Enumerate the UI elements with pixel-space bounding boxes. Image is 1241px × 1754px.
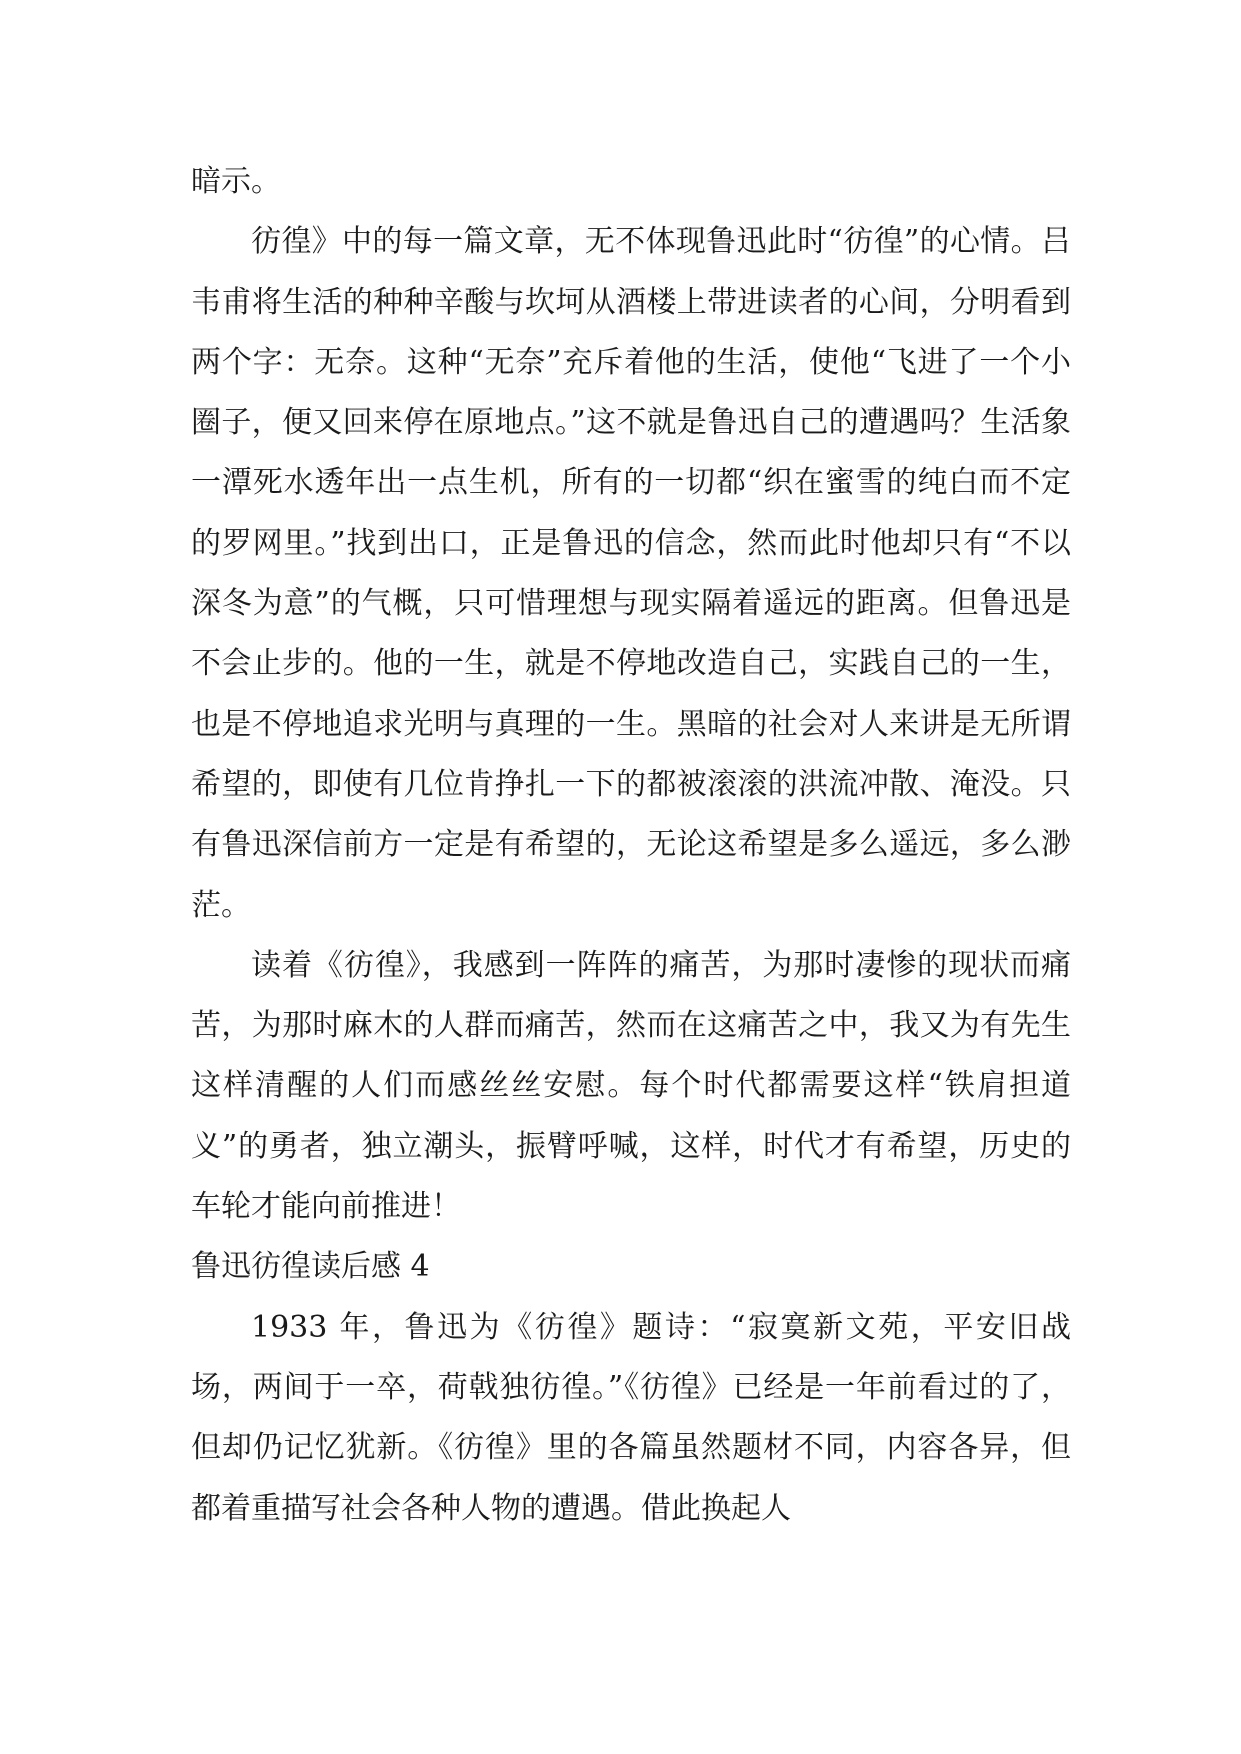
paragraph-body: 彷徨》中的每一篇文章，无不体现鲁迅此时“彷徨”的心情。吕韦甫将生活的种种辛酸与坎坷从酒楼上带进读者的心间，分明看到两个字：无奈。这种“无奈”充斥着他的生活，使他“飞进了一个小圈子，便又回来停在原地点。”这不就是鲁迅自己的遭遇吗？生活象一潭死水透年出一点生机，所有的一切都“织在蜜雪的纯白而不定的罗网里。”找到出口，正是鲁迅的信念，然而此时他却只有“不以深冬为意”的气概，只可惜理想与现实隔着遥远的距离。但鲁迅是不会止步的。他的一生，就是不停地改造自己，实践自己的一生，也是不停地追求光明与真理的一生。黑暗的社会对人来讲是无所谓希望的，即使有几位肯挣扎一下的都被滚滚的洪流冲散、淹没。只有鲁迅深信前方一定是有希望的，无论这希望是多么遥远，多么渺茫。 — [191, 224, 1071, 923]
paragraph-body: 读着《彷徨》，我感到一阵阵的痛苦，为那时凄惨的现状而痛苦，为那时麻木的人群而痛苦，然而在这痛苦之中，我又为有先生这样清醒的人们而感丝丝安慰。每个时代都需要这样“铁肩担道义”的勇者，独立潮头，振臂呼喊，这样，时代才有希望，历史的车轮才能向前推进！ — [191, 947, 1071, 1225]
document-body — [191, 152, 1071, 1539]
section-heading: 鲁迅彷徨读后感 4 — [191, 1249, 430, 1285]
paragraph-body: 1933 年，鲁迅为《彷徨》题诗：“寂寞新文苑，平安旧战场，两间于一卒，荷戟独彷徨。”《彷徨》已经是一年前看过的了，但却仍记忆犹新。《彷徨》里的各篇虽然题材不同，内容各异，但都着重描写社会各种人物的遭遇。借此换起人 — [191, 1309, 1071, 1526]
paragraph-continuation: 暗示。 — [191, 164, 281, 199]
